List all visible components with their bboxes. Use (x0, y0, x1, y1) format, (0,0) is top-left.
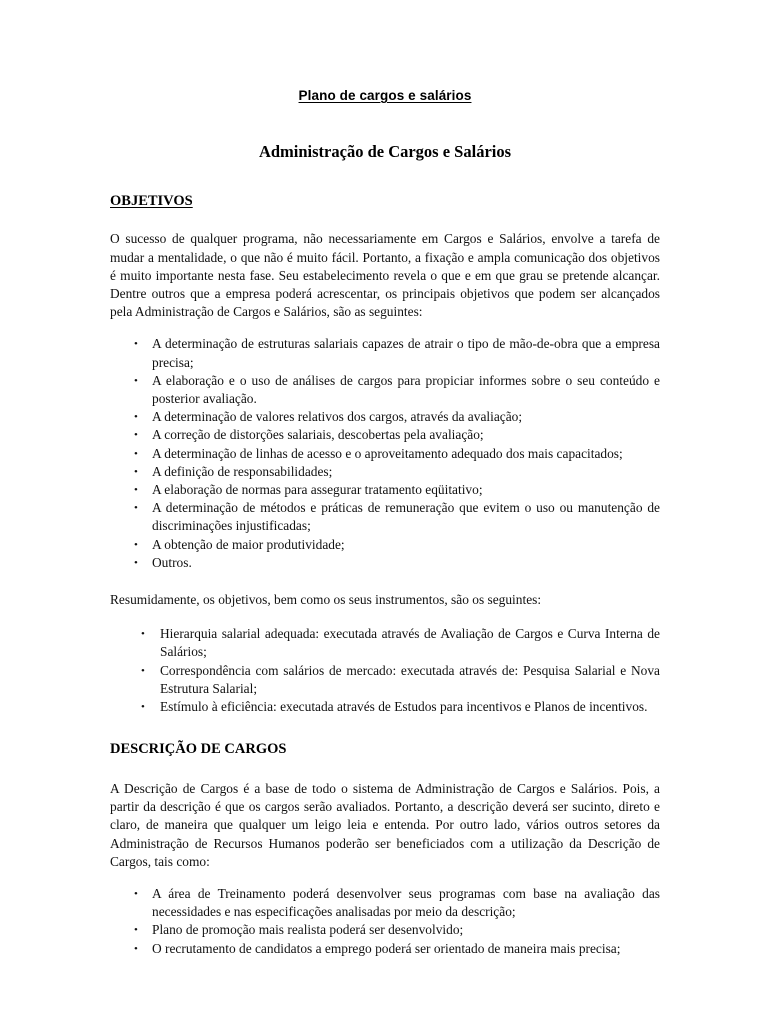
list-item: • A determinação de métodos e práticas de remuneração que evitem o uso ou manutenção de discriminações injustificadas; (152, 499, 660, 535)
list-item: • A correção de distorções salariais, descobertas pela avaliação; (152, 426, 660, 444)
list-item: • Outros. (152, 554, 660, 572)
document-subtitle: Administração de Cargos e Salários (258, 141, 512, 161)
section-heading-descricao-de-cargos: DESCRIÇÃO DE CARGOS (110, 741, 287, 758)
list-item: • A determinação de estruturas salariais capazes de atrair o tipo de mão-de-obra que a empresa precisa; (152, 335, 660, 371)
list-item: • Hierarquia salarial adequada: executada através de Avaliação de Cargos e Curva Interna de Salários; (160, 625, 660, 661)
list-item: • A definição de responsabilidades; (152, 463, 660, 481)
paragraph-objetivos-intro: O sucesso de qualquer programa, não necessariamente em Cargos e Salários, envolve a tarefa de mudar a mentalidade, o que não é muito fácil. Portanto, a fixação e ampla comunicação dos objetivos é muito importante nesta fase. Seu estabelecimento revela o que e em que grau se pretende alcançar. Dentre outros que a empresa poderá acrescentar, os principais objetivos que podem ser alcançados pela Administração de Cargos e Salários, são as seguintes: (110, 231, 660, 320)
list-item: • A obtenção de maior produtividade; (152, 536, 660, 554)
list-item: • Estímulo à eficiência: executada através de Estudos para incentivos e Planos de incentivos. (160, 698, 660, 716)
descricao-bullet-list (110, 871, 660, 958)
list-item: • A área de Treinamento poderá desenvolver seus programas com base na avaliação das necessidades e nas especificações analisadas por meio da descrição; (152, 885, 660, 921)
list-item: • O recrutamento de candidatos a emprego poderá ser orientado de maneira mais precisa; (152, 940, 660, 958)
page-content (110, 0, 660, 958)
resumo-bullet-list (110, 609, 660, 716)
list-item: • Correspondência com salários de mercado: executada através de: Pesquisa Salarial e Nova Estrutura Salarial; (160, 662, 660, 698)
objetivos-bullet-list (110, 321, 660, 572)
section-heading-objetivos: OBJETIVOS (110, 192, 193, 209)
list-item: • A determinação de valores relativos dos cargos, através da avaliação; (152, 408, 660, 426)
paragraph-resumo-intro: Resumidamente, os objetivos, bem como os seus instrumentos, são os seguintes: (110, 592, 542, 607)
paragraph-descricao-intro: A Descrição de Cargos é a base de todo o sistema de Administração de Cargos e Salários. Pois, a partir da descrição é que os cargos serão avaliados. Portanto, a descrição deverá ser sucinto, direto e claro, de maneira que qualquer um leigo leia e entenda. Por outro lado, vários outros setores da Administração de Recursos Humanos poderão ser beneficiados com a utilização da Descrição de Cargos, tais como: (110, 781, 660, 869)
list-item: • Plano de promoção mais realista poderá ser desenvolvido; (152, 921, 660, 939)
list-item: • A elaboração e o uso de análises de cargos para propiciar informes sobre o seu conteúdo e posterior avaliação. (152, 372, 660, 408)
page-title: Plano de cargos e salários (298, 88, 472, 103)
list-item: • A determinação de linhas de acesso e o aproveitamento adequado dos mais capacitados; (152, 445, 660, 463)
list-item: • A elaboração de normas para assegurar tratamento eqüitativo; (152, 481, 660, 499)
